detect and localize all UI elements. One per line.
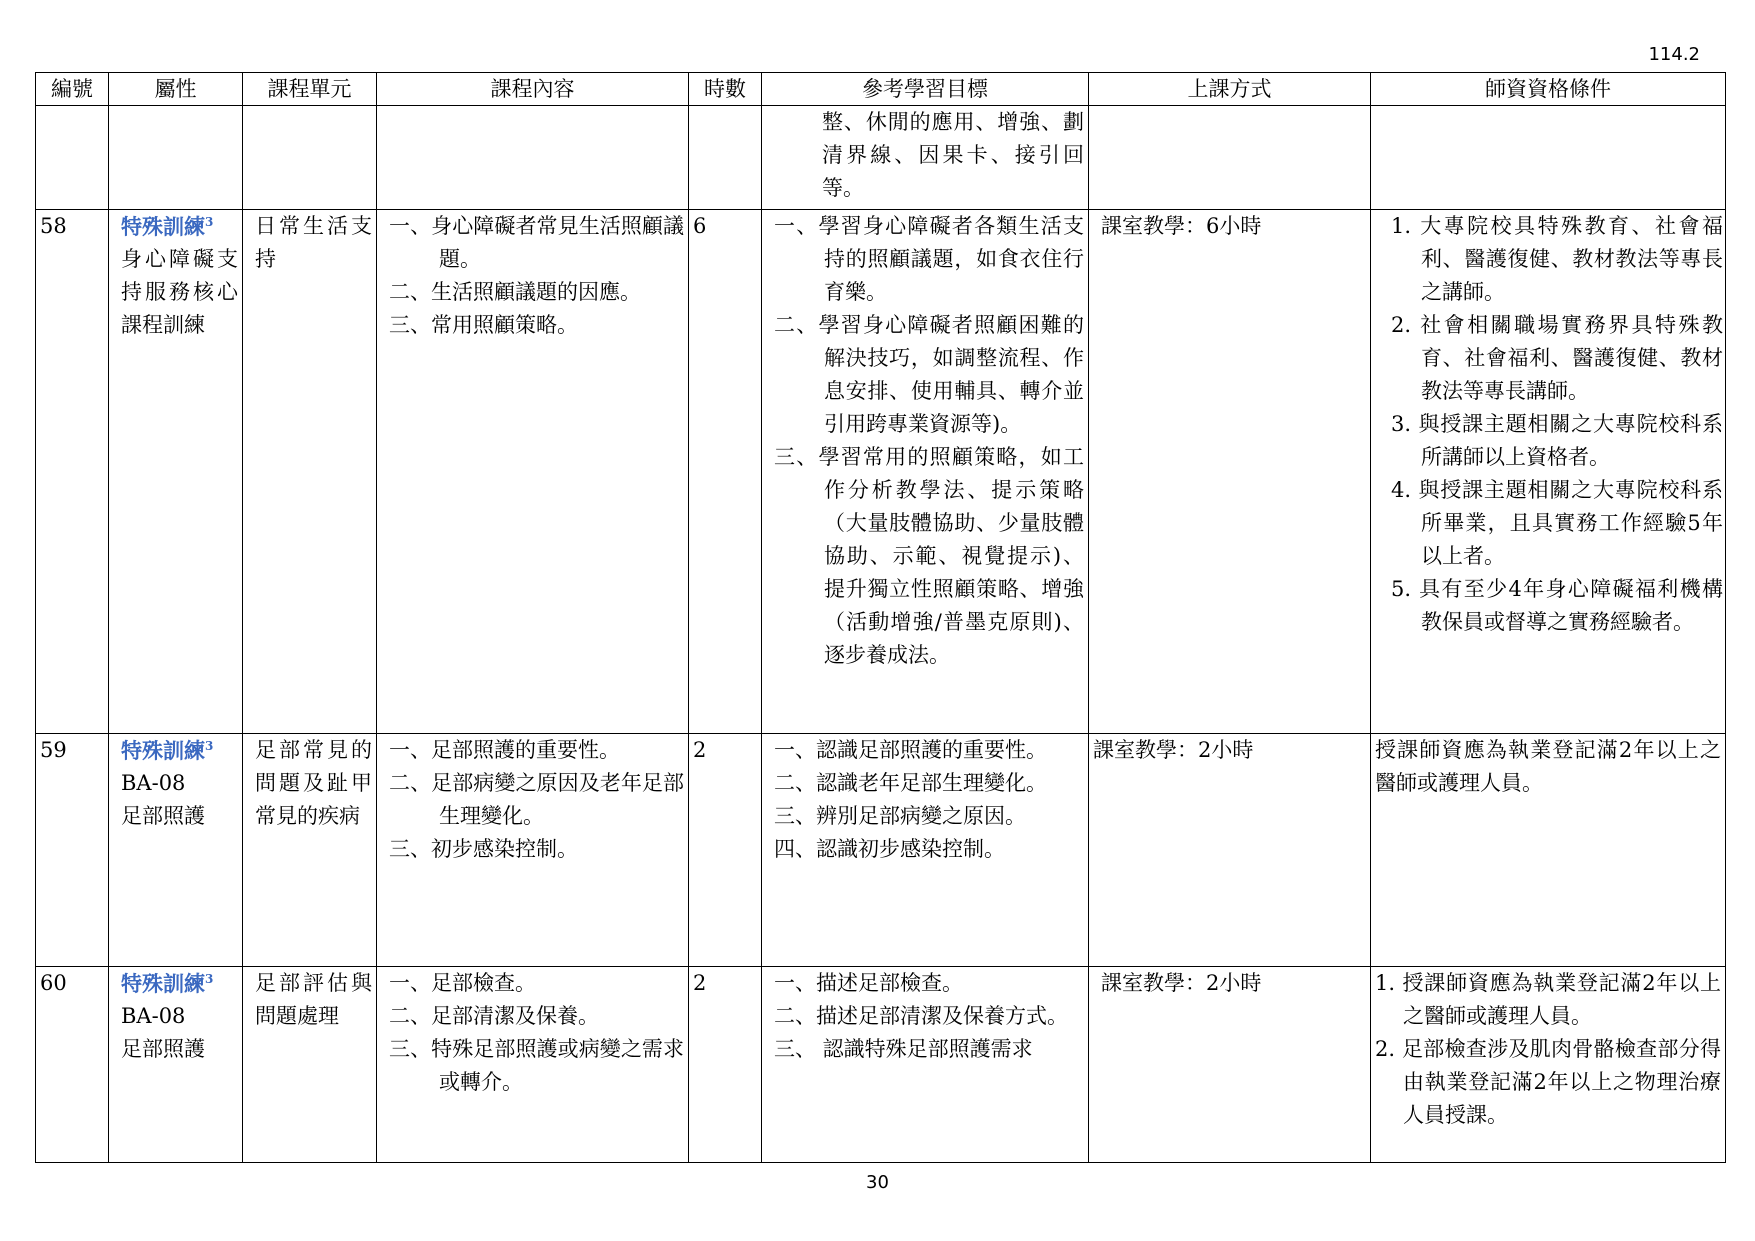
col-header-hours: 時數 (689, 73, 762, 106)
col-header-content: 課程內容 (377, 73, 689, 106)
objective-item: 三、學習常用的照顧策略，如工作分析教學法、提示策略（大量肢體協助、少量肢體協助、示範、視覺提示)、提升獨立性照顧策略、增強（活動增強/普墨克原則)、逐步養成法。 (774, 445, 1084, 667)
col-header-objectives: 參考學習目標 (762, 73, 1089, 106)
unit-cell: 足部常見的問題及趾甲常見的疾病 (243, 734, 377, 967)
method-cell: 課室教學：2小時 (1089, 967, 1371, 1163)
content-item: 三、初步感染控制。 (389, 837, 578, 861)
attr-head: 特殊訓練$^3$ (121, 214, 214, 239)
row-id: 59 (36, 734, 109, 967)
content-item: 二、足部清潔及保養。 (389, 1004, 599, 1028)
objectives-cell (762, 210, 1089, 734)
objective-item: 二、認識老年足部生理變化。 (774, 771, 1047, 795)
hours-cell: 2 (689, 734, 762, 967)
method-cell: 課室教學：2小時 (1089, 734, 1371, 967)
page-number: 30 (866, 1172, 889, 1193)
content-item: 三、常用照顧策略。 (389, 313, 578, 337)
version-label: 114.2 (1648, 44, 1700, 65)
content-item: 一、身心障礙者常見生活照顧議題。 (389, 214, 684, 271)
teacher-item: 5. 具有至少4年身心障礙福利機構教保員或督導之實務經驗者。 (1391, 577, 1723, 634)
method-cell: 課室教學：6小時 (1089, 210, 1371, 734)
objective-item: 四、認識初步感染控制。 (774, 837, 1005, 861)
hours-cell: 2 (689, 967, 762, 1163)
content-item: 二、足部病變之原因及老年足部生理變化。 (389, 771, 684, 828)
objective-item: 一、認識足部照護的重要性。 (774, 738, 1047, 762)
objective-item: 二、描述足部清潔及保養方式。 (774, 1004, 1068, 1028)
teacher-item: 1. 授課師資應為執業登記滿2年以上之醫師或護理人員。 (1375, 971, 1721, 1028)
teacher-item: 1. 大專院校具特殊教育、社會福利、醫護復健、教材教法等專長之講師。 (1391, 214, 1723, 304)
attr-text: 身心障礙支持服務核心課程訓練 (121, 247, 238, 337)
attr-cell (109, 734, 243, 967)
col-header-id: 編號 (36, 73, 109, 106)
content-item: 一、足部照護的重要性。 (389, 738, 620, 762)
content-item: 二、生活照顧議題的因應。 (389, 280, 641, 304)
teacher-cell (1371, 210, 1726, 734)
objectives-cell (762, 734, 1089, 967)
attr-head: 特殊訓練$^3$ (121, 971, 214, 996)
attr-head: 特殊訓練$^3$ (121, 738, 214, 763)
teacher-item: 3. 與授課主題相關之大專院校科系所講師以上資格者。 (1391, 412, 1723, 469)
row-id: 58 (36, 210, 109, 734)
hours-cell: 6 (689, 210, 762, 734)
col-header-teacher: 師資資格條件 (1371, 73, 1726, 106)
objectives-cell (762, 967, 1089, 1163)
row-id: 60 (36, 967, 109, 1163)
attr-cell (109, 210, 243, 734)
table-row-continuation (36, 106, 1726, 210)
objective-item: 三、辨別足部病變之原因。 (774, 804, 1026, 828)
table-row-60 (36, 967, 1726, 1163)
col-header-unit: 課程單元 (243, 73, 377, 106)
teacher-cell: 授課師資應為執業登記滿2年以上之醫師或護理人員。 (1371, 734, 1726, 967)
attr-text: 足部照護 (121, 804, 205, 828)
content-cell (377, 734, 689, 967)
table-row-59 (36, 734, 1726, 967)
attr-cell (109, 967, 243, 1163)
teacher-item: 2. 足部檢查涉及肌肉骨骼檢查部分得由執業登記滿2年以上之物理治療人員授課。 (1375, 1037, 1721, 1127)
unit-cell: 足部評估與問題處理 (243, 967, 377, 1163)
col-header-attr: 屬性 (109, 73, 243, 106)
attr-code: BA-08 (121, 1004, 186, 1028)
content-item: 三、特殊足部照護或病變之需求或轉介。 (389, 1037, 684, 1094)
teacher-item: 4. 與授課主題相關之大專院校科系所畢業，且具實務工作經驗5年以上者。 (1391, 478, 1723, 568)
table-row-58 (36, 210, 1726, 734)
objectives-cell: 整、休閒的應用、增強、劃清界線、因果卡、接引回等。 (762, 106, 1089, 210)
header-row (36, 73, 1726, 106)
content-cell (377, 210, 689, 734)
content-item: 一、足部檢查。 (389, 971, 536, 995)
attr-text: 足部照護 (121, 1037, 205, 1061)
objective-item: 一、描述足部檢查。 (774, 971, 963, 995)
attr-code: BA-08 (121, 771, 186, 795)
col-header-method: 上課方式 (1089, 73, 1371, 106)
objective-item: 一、學習身心障礙者各類生活支持的照顧議題，如食衣住行育樂。 (774, 214, 1084, 304)
content-cell (377, 967, 689, 1163)
teacher-item: 2. 社會相關職場實務界具特殊教育、社會福利、醫護復健、教材教法等專長講師。 (1391, 313, 1723, 403)
course-table (35, 72, 1726, 1163)
objective-item: 二、學習身心障礙者照顧困難的解決技巧，如調整流程、作息安排、使用輔具、轉介並引用跨專業資源等)。 (774, 313, 1084, 436)
unit-cell: 日常生活支持 (243, 210, 377, 734)
teacher-cell (1371, 967, 1726, 1163)
objective-item: 三、 認識特殊足部照護需求 (774, 1037, 1033, 1061)
